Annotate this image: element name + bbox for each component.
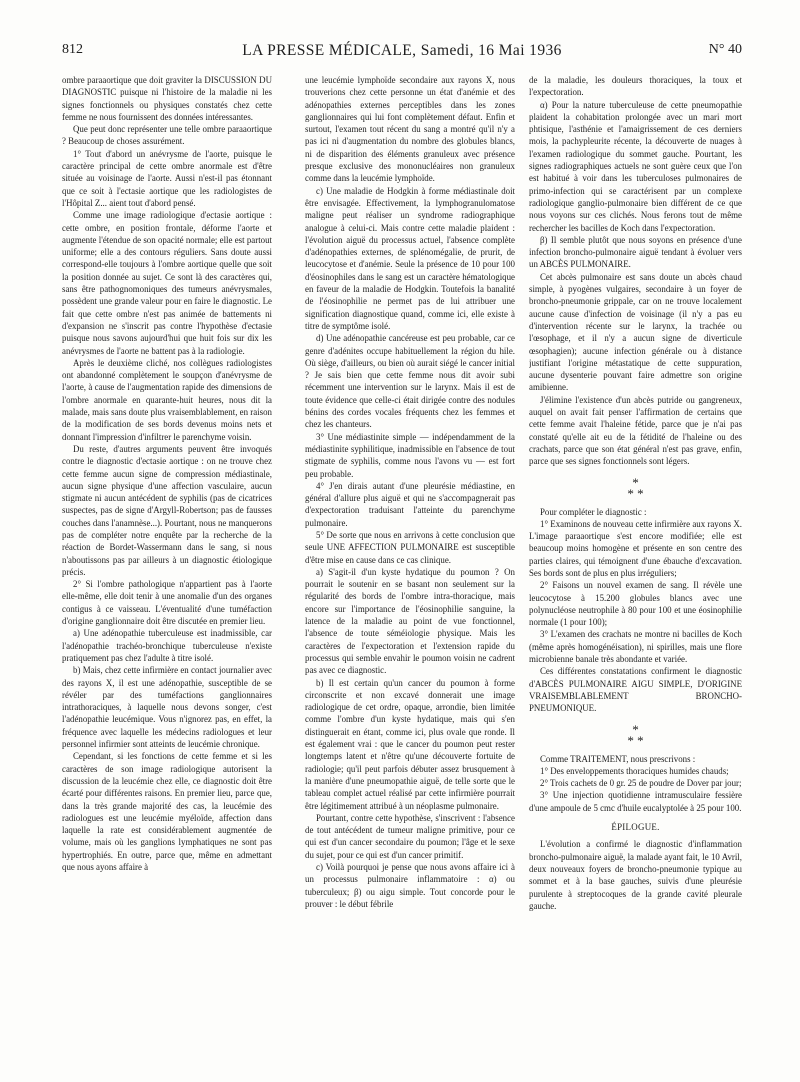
- paragraph: 1° Tout d'abord un anévrysme de l'aorte, puisque le caractère principal de cette ombre anormale est d'être située au voisinage de l'aorte. Aussi n'est-il pas étonnant que ce soit à l'ectasie aortique que les radiologistes de l'Hôpital Z... aient tout d'abord pensé.: [62, 148, 272, 208]
- paragraph: 3° Une injection quotidienne intramusculaire fessière d'une ampoule de 5 cmc d'huile eucalyptolée à 25 pour 100.: [529, 790, 742, 813]
- paragraph: α) Pour la nature tuberculeuse de cette pneumopathie plaident la cohabitation prolongée avec un mari mort phtisique, l'asthénie et l'amaigrissement de ces derniers mois, la pachypleurite récente, la découverte de nuages à l'examen radiologique du sommet gauche. Pourtant, les signes radiographiques actuels ne sont guère ceux que l'on est habitué à voir dans les tuberculoses pulmonaires de primo-infection qui se caractérisent par un complexe radiologique ganglio-pulmonaire bien différent de ce que nous voyons sur ces clichés. Nous ferons tout de même rechercher les bacilles de Koch dans l'expectoration.: [529, 99, 742, 233]
- paragraph: 5° De sorte que nous en arrivons à cette conclusion que seule UNE AFFECTION PULMONAIRE est susceptible d'être mise en cause dans ce cas clinique.: [305, 529, 515, 565]
- paragraph: 2° Trois cachets de 0 gr. 25 de poudre de Dover par jour;: [540, 778, 742, 789]
- paragraph: b) Mais, chez cette infirmière en contact journalier avec des rayons X, il est une adénopathie, susceptible de se révéler par des tuméfactions ganglionnaires intrathoraciques, à laquelle nous devons songer, c'est l'adénopathie leucémique. Vous n'ignorez pas, en effet, la fréquence avec laquelle les médecins radiologues et leur personnel infirmier sont atteints de leucémie chronique.: [62, 665, 272, 750]
- paragraph: de la maladie, les douleurs thoraciques, la toux et l'expectoration.: [529, 75, 742, 98]
- issue-number: N° 40: [708, 42, 742, 57]
- journal-title: LA PRESSE MÉDICALE, Samedi, 16 Mai 1936: [242, 42, 562, 59]
- paragraph: Que peut donc représenter une telle ombre paraaortique ? Beaucoup de choses assurément.: [62, 124, 272, 147]
- paragraph: b) Il est certain qu'un cancer du poumon à forme circonscrite et non excavé donnerait une image radiologique de cet ordre, opaque, arrondie, bien limitée comme l'ombre d'un kyste hydatique, mais qui s'en distinguerait en étant, comme ici, plus ovale que ronde. Il est également vrai : que le cancer du poumon peut rester longtemps latent et n'être qu'une découverte fortuite de radiologie; qu'il peut parfois débuter assez brusquement à la manière d'une pneumopathie aiguë, de telle sorte que le tableau complet actuel réalisé par cette infirmière pourrait être légitimement attribué à un néoplasme pulmonaire.: [305, 677, 515, 811]
- paragraph: L'évolution a confirmé le diagnostic d'inflammation broncho-pulmonaire aiguë, la malade ayant fait, le 10 Avril, deux nouveaux foyers de broncho-pneumonie typique au sommet et à la base gauches, suivis d'une pleurésie purulente à streptocoques de la grande cavité pleurale gauche.: [529, 839, 742, 911]
- paragraph: 3° L'examen des crachats ne montre ni bacilles de Koch (même après homogénéisation), ni spirilles, mais une flore microbienne banale très abondante et variée.: [529, 629, 742, 665]
- paragraph: Après le deuxième cliché, nos collègues radiologistes ont abandonné complètement le soupçon d'anévrysme de l'aorte, à cause de l'augmentation rapide des dimensions de l'ombre anormale en quarante-huit heures, nous dit la malade, mais sans doute plus vraisemblablement, en raison de la modification de ses bords devenus moins nets et donnant l'impression d'infiltrer le parenchyme voisin.: [62, 357, 272, 442]
- paragraph: 1° Examinons de nouveau cette infirmière aux rayons X. L'image paraaortique s'est encore modifiée; elle est beaucoup moins homogène et présente en son centre des parties claires, qui témoignent d'une ébauche d'excavation. Ses bords sont de plus en plus irréguliers;: [529, 518, 742, 578]
- paragraph: d) Une adénopathie cancéreuse est peu probable, car ce genre d'adénites occupe habituellement la région du hile. Où siège, d'ailleurs, ou bien où aurait siégé le cancer initial ? Je sais bien que cette femme nous dit avoir subi récemment une intervention sur le larynx. Mais il est de toute évidence que celle-ci était dirigée contre des nodules bénins des cordes vocales fréquents chez les femmes et chez les chanteurs.: [305, 333, 515, 430]
- paragraph: c) Une maladie de Hodgkin à forme médiastinale doit être envisagée. Effectivement, la lymphogranulomatose maligne peut réaliser un syndrome radiographique analogue à celui-ci. Mais contre cette maladie plaident : l'évolution aiguë du processus actuel, l'absence complète d'adénopathies externes, de splénomégalie, de prurit, de leucocytose et d'anémie. Seule la présence de 10 pour 100 d'éosinophiles dans le sang est un caractère hématologique en faveur de la maladie de Hodgkin. Toutefois la banalité de l'éosinophilie ne permet pas de lui attribuer une signification diagnostique quand, comme ici, elle existe à titre de symptôme isolé.: [305, 185, 515, 331]
- paragraph: 1° Des enveloppements thoraciques humides chauds;: [540, 765, 729, 776]
- paragraph: Cependant, si les fonctions de cette femme et si les caractères de son image radiologique autorisent la discussion de la leucémie chez elle, ce diagnostic doit être écarté pour différentes raisons. En premier lieu, parce que, dans la très grande majorité des cas, la leucémie des radiologues est une leucémie myéloïde, affection dans laquelle la rate est considérablement augmentée de volume, mais où les ganglions lymphatiques ne sont pas hypertrophiés. En outre, parce que, même en admettant que nous ayons affaire à: [62, 751, 272, 872]
- paragraph: Comme une image radiologique d'ectasie aortique : cette ombre, en position frontale, déforme l'aorte et augmente l'étendue de son opacité normale; elle est partout uniforme; elle a des contours réguliers. Sans doute aussi correspond-elle toujours à l'ombre aortique quelle que soit la position donnée au sujet. Ce sont là des caractères qui, sans être pathognomoniques des tumeurs anévrysmales, possèdent une grande valeur pour en faire le diagnostic. Le fait que cette ombre n'est pas animée de battements ni d'expansion ne s'inscrit pas contre l'hypothèse d'ectasie puisque nous savons aujourd'hui que huit fois sur dix les anévrysmes de l'aorte ne battent pas à la radiologie.: [62, 210, 272, 356]
- paragraph: Pourtant, contre cette hypothèse, s'inscrivent : l'absence de tout antécédent de tumeur maligne primitive, pour ce qui est d'un cancer secondaire du poumon; l'âge et le sexe du sujet, pour ce qui est d'un cancer primitif.: [305, 812, 515, 860]
- paragraph: Cet abcès pulmonaire est sans doute un abcès chaud simple, à pyogènes vulgaires, secondaire à un foyer de broncho-pneumonie grippale, car on ne trouve localement aucune cause d'infection de voisinage (il n'y a pas eu d'intervention récente sur le larynx, la trachée ou l'œsophage, et il n'y a aucun signe de diverticule œsophagien); aucune infection générale ou à distance justifiant l'origine métastatique de cette suppuration, aucune dysenterie pouvant faire admettre son origine amibienne.: [529, 271, 742, 393]
- paragraph: Ces différentes constatations confirment le diagnostic d'ABCÈS PULMONAIRE AIGU SIMPLE, D'ORIGINE VRAISEMBLABLEMENT BRONCHO-PNEUMONIQUE.: [529, 666, 742, 714]
- paragraph: β) Il semble plutôt que nous soyons en présence d'une infection broncho-pulmonaire aiguë tendant à évoluer vers un ABCÈS PULMONAIRE.: [529, 234, 742, 270]
- paragraph: c) Voilà pourquoi je pense que nous avons affaire ici à un processus pulmonaire inflammatoire : α) ou tuberculeux; β) ou aigu simple. Tout concorde pour le prouver : le début fébrile: [305, 862, 515, 909]
- paragraph: a) Une adénopathie tuberculeuse est inadmissible, car l'adénopathie trachéo-bronchique tuberculeuse n'existe pratiquement pas chez l'adulte à titre isolé.: [62, 628, 272, 663]
- paragraph: Du reste, d'autres arguments peuvent être invoqués contre le diagnostic d'ectasie aortique : on ne trouve chez cette femme aucun signe de compression médiastinale, aucun signe physique d'une affection vasculaire, aucun stigmate ni aucun antécédent de syphilis (pas de cicatrices suspectes, pas de signe d'Argyll-Robertson; pas de fausses couches dans l'anamnèse...). Pourtant, nous ne manquerons pas de compléter notre enquête par la recherche de la réaction de Bordet-Wassermann dans le sang, si nous n'aboutissons pas par ailleurs à un diagnostic étiologique précis.: [62, 443, 272, 577]
- text-column-3: [529, 74, 742, 1074]
- text-column-2: [305, 74, 515, 1074]
- section-heading: ÉPILOGUE.: [611, 822, 660, 833]
- page-header: [62, 42, 742, 64]
- paragraph: J'élimine l'existence d'un abcès putride ou gangreneux, auquel on avait fait penser l'affirmation de certains que cette femme avait l'haleine fétide, parce que je n'ai pas constaté qu'elle ait eu de la fétidité de l'haleine ou des crachats, parce que son état général n'est pas grave, enfin, parce que ses signes fonctionnels sont légers.: [529, 394, 742, 467]
- paragraph: a) S'agit-il d'un kyste hydatique du poumon ? On pourrait le soutenir en se basant non seulement sur la régularité des bords de l'ombre intra-thoracique, mais encore sur l'importance de l'éosinophilie sanguine, la latence de la maladie au point de vue fonctionnel, l'absence de toute séméiologie physique. Mais les caractères de l'expectoration et l'extension rapide du processus qui semble envahir le poumon voisin ne cadrent pas avec ce diagnostic.: [305, 566, 515, 676]
- text-column-1: [62, 74, 272, 1074]
- section-separator: * * *: [627, 721, 644, 748]
- paragraph: ombre paraaortique que doit graviter la DISCUSSION DU DIAGNOSTIC puisque ni l'histoire de la maladie ni les signes fonctionnels ou physiques constatés chez cette femme ne nous fournissent des données intéressantes.: [62, 75, 272, 122]
- paragraph: une leucémie lymphoïde secondaire aux rayons X, nous trouverions chez cette personne un état d'anémie et des adénopathies externes perceptibles dans les zones ganglionnaires qui lui font complètement défaut. Enfin et surtout, l'examen tout récent du sang a montré qu'il n'y a pas ici ni d'augmentation du nombre des globules blancs, ni de disparition des éléments granuleux avec présence presque exclusive des mononucléaires non granuleux comme dans la leucémie lymphoïde.: [305, 75, 515, 184]
- page-number: 812: [62, 42, 83, 57]
- paragraph: 3° Une médiastinite simple — indépendamment de la médiastinite syphilitique, inadmissible en l'absence de tout stigmate de syphilis, comme nous l'avons vu — est fort peu probable.: [305, 431, 515, 479]
- paragraph: 4° J'en dirais autant d'une pleurésie médiastine, en général d'allure plus aiguë et qui ne s'accompagnerait pas d'expectoration traduisant l'atteinte du parenchyme pulmonaire.: [305, 480, 515, 528]
- paragraph: Comme TRAITEMENT, nous prescrivons :: [540, 753, 696, 764]
- section-separator: * * *: [627, 474, 644, 501]
- paragraph: Pour compléter le diagnostic :: [540, 506, 647, 517]
- paragraph: 2° Si l'ombre pathologique n'appartient pas à l'aorte elle-même, elle doit tenir à une anomalie d'un des organes contigus à ce vaisseau. L'éventualité d'une tuméfaction d'origine ganglionnaire doit être discutée en premier lieu.: [62, 579, 272, 627]
- paragraph: 2° Faisons un nouvel examen de sang. Il révèle une leucocytose à 15.200 globules blancs avec une polynucléose neutrophile à 80 pour 100 et une éosinophilie normale (1 pour 100);: [529, 580, 742, 628]
